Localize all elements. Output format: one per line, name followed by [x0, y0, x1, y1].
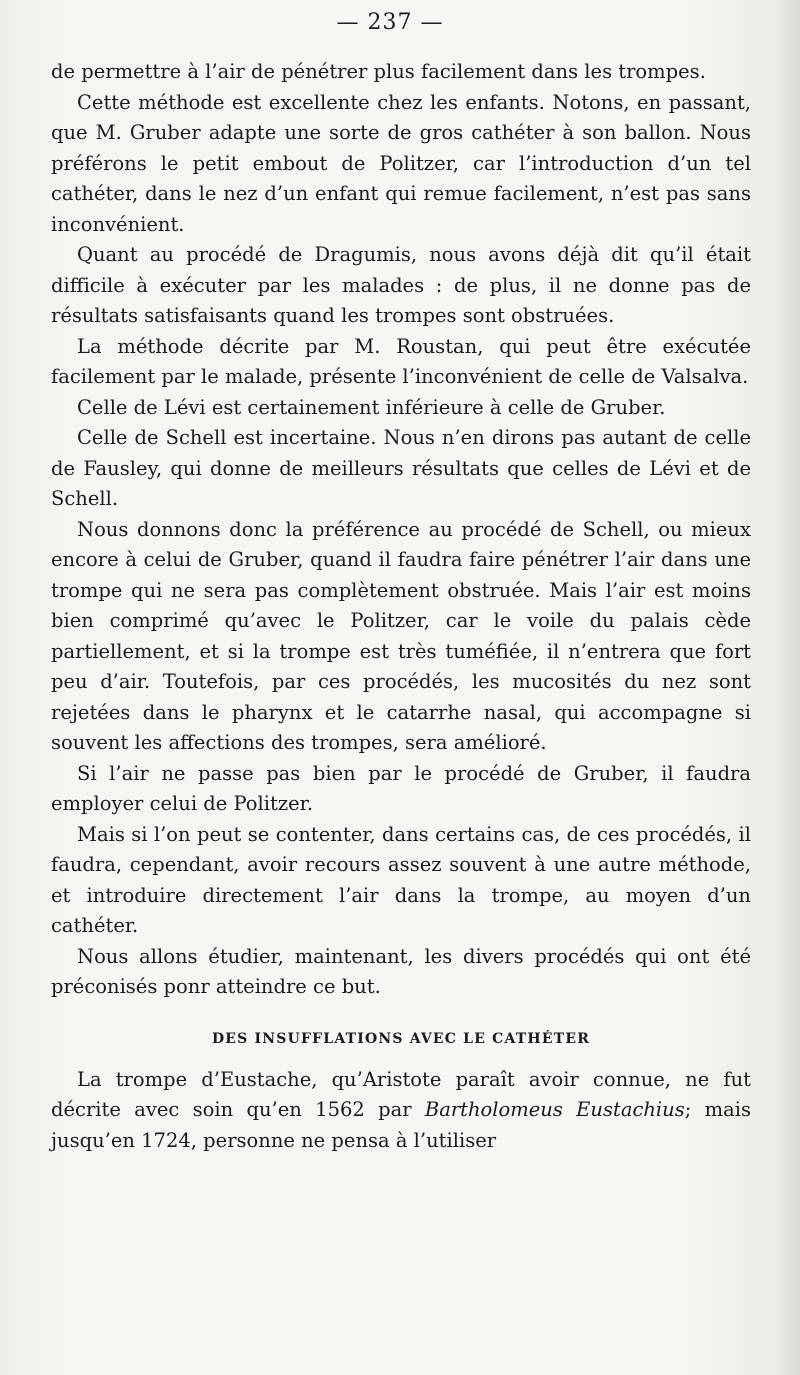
paragraph: Quant au procédé de Dragumis, nous avons déjà dit qu’il était difficile à exécuter par les malades : de plus, il ne donne pas de résultats satisfaisants quand les trompes sont obstruées. — [51, 243, 751, 327]
paragraph: La méthode décrite par M. Roustan, qui peut être exécutée facilement par le malade, présente l’inconvénient de celle de Valsalva. — [51, 334, 751, 388]
final-paragraph — [51, 1065, 751, 1157]
paragraph: de permettre à l’air de pénétrer plus facilement dans les trompes. — [51, 60, 706, 83]
body-text — [51, 57, 751, 1156]
final-paragraph-text-1: La trompe d’Eustache, qu’Aristote paraît avoir connue, ne fut décrite avec soin qu’en 1562 par — [51, 1067, 751, 1121]
final-paragraph-italic-name: Bartholomeus Eustachius — [424, 1098, 685, 1121]
paragraph: Nous donnons donc la préférence au procédé de Schell, ou mieux encore à celui de Gruber, quand il faudra faire pénétrer l’air dans une trompe qui ne sera pas complètement obstruée. Mais l’air est moins bien comprimé qu’avec le Politzer, car le voile du palais cède partiellement, et si la trompe est très tuméfiée, il n’entrera que fort peu d’air. Toutefois, par ces procédés, les mucosités du nez sont rejetées dans le pharynx et le catarrhe nasal, qui accompagne si souvent les affections des trompes, sera amélioré. — [51, 517, 751, 754]
paragraph: Celle de Lévi est certainement inférieure à celle de Gruber. — [77, 395, 666, 419]
paragraph: Si l’air ne passe pas bien par le procédé de Gruber, il faudra employer celui de Politzer. — [51, 761, 751, 815]
page-number: — 237 — — [336, 10, 444, 35]
paragraph: Cette méthode est excellente chez les enfants. Notons, en passant, que M. Gruber adapte une sorte de gros cathéter à son ballon. Nous préférons le petit embout de Politzer, car l’introduction d’un tel cathéter, dans le nez d’un enfant qui remue facilement, n’est pas sans inconvénient. — [51, 90, 751, 236]
final-paragraph-text-2: ; mais jusqu’en 1724, personne ne pensa à l’utiliser — [51, 1098, 751, 1152]
paragraph: Nous allons étudier, maintenant, les divers procédés qui ont été préconisés ponr atteindre ce but. — [51, 944, 751, 998]
paragraph: Mais si l’on peut se contenter, dans certains cas, de ces procédés, il faudra, cependant, avoir recours assez souvent à une autre méthode, et introduire directement l’air dans la trompe, au moyen d’un cathéter. — [51, 822, 751, 937]
section-heading: DES INSUFFLATIONS AVEC LE CATHÉTER — [211, 1030, 591, 1047]
paragraph: Celle de Schell est incertaine. Nous n’en dirons pas autant de celle de Fausley, qui donne de meilleurs résultats que celles de Lévi et de Schell. — [51, 426, 751, 510]
